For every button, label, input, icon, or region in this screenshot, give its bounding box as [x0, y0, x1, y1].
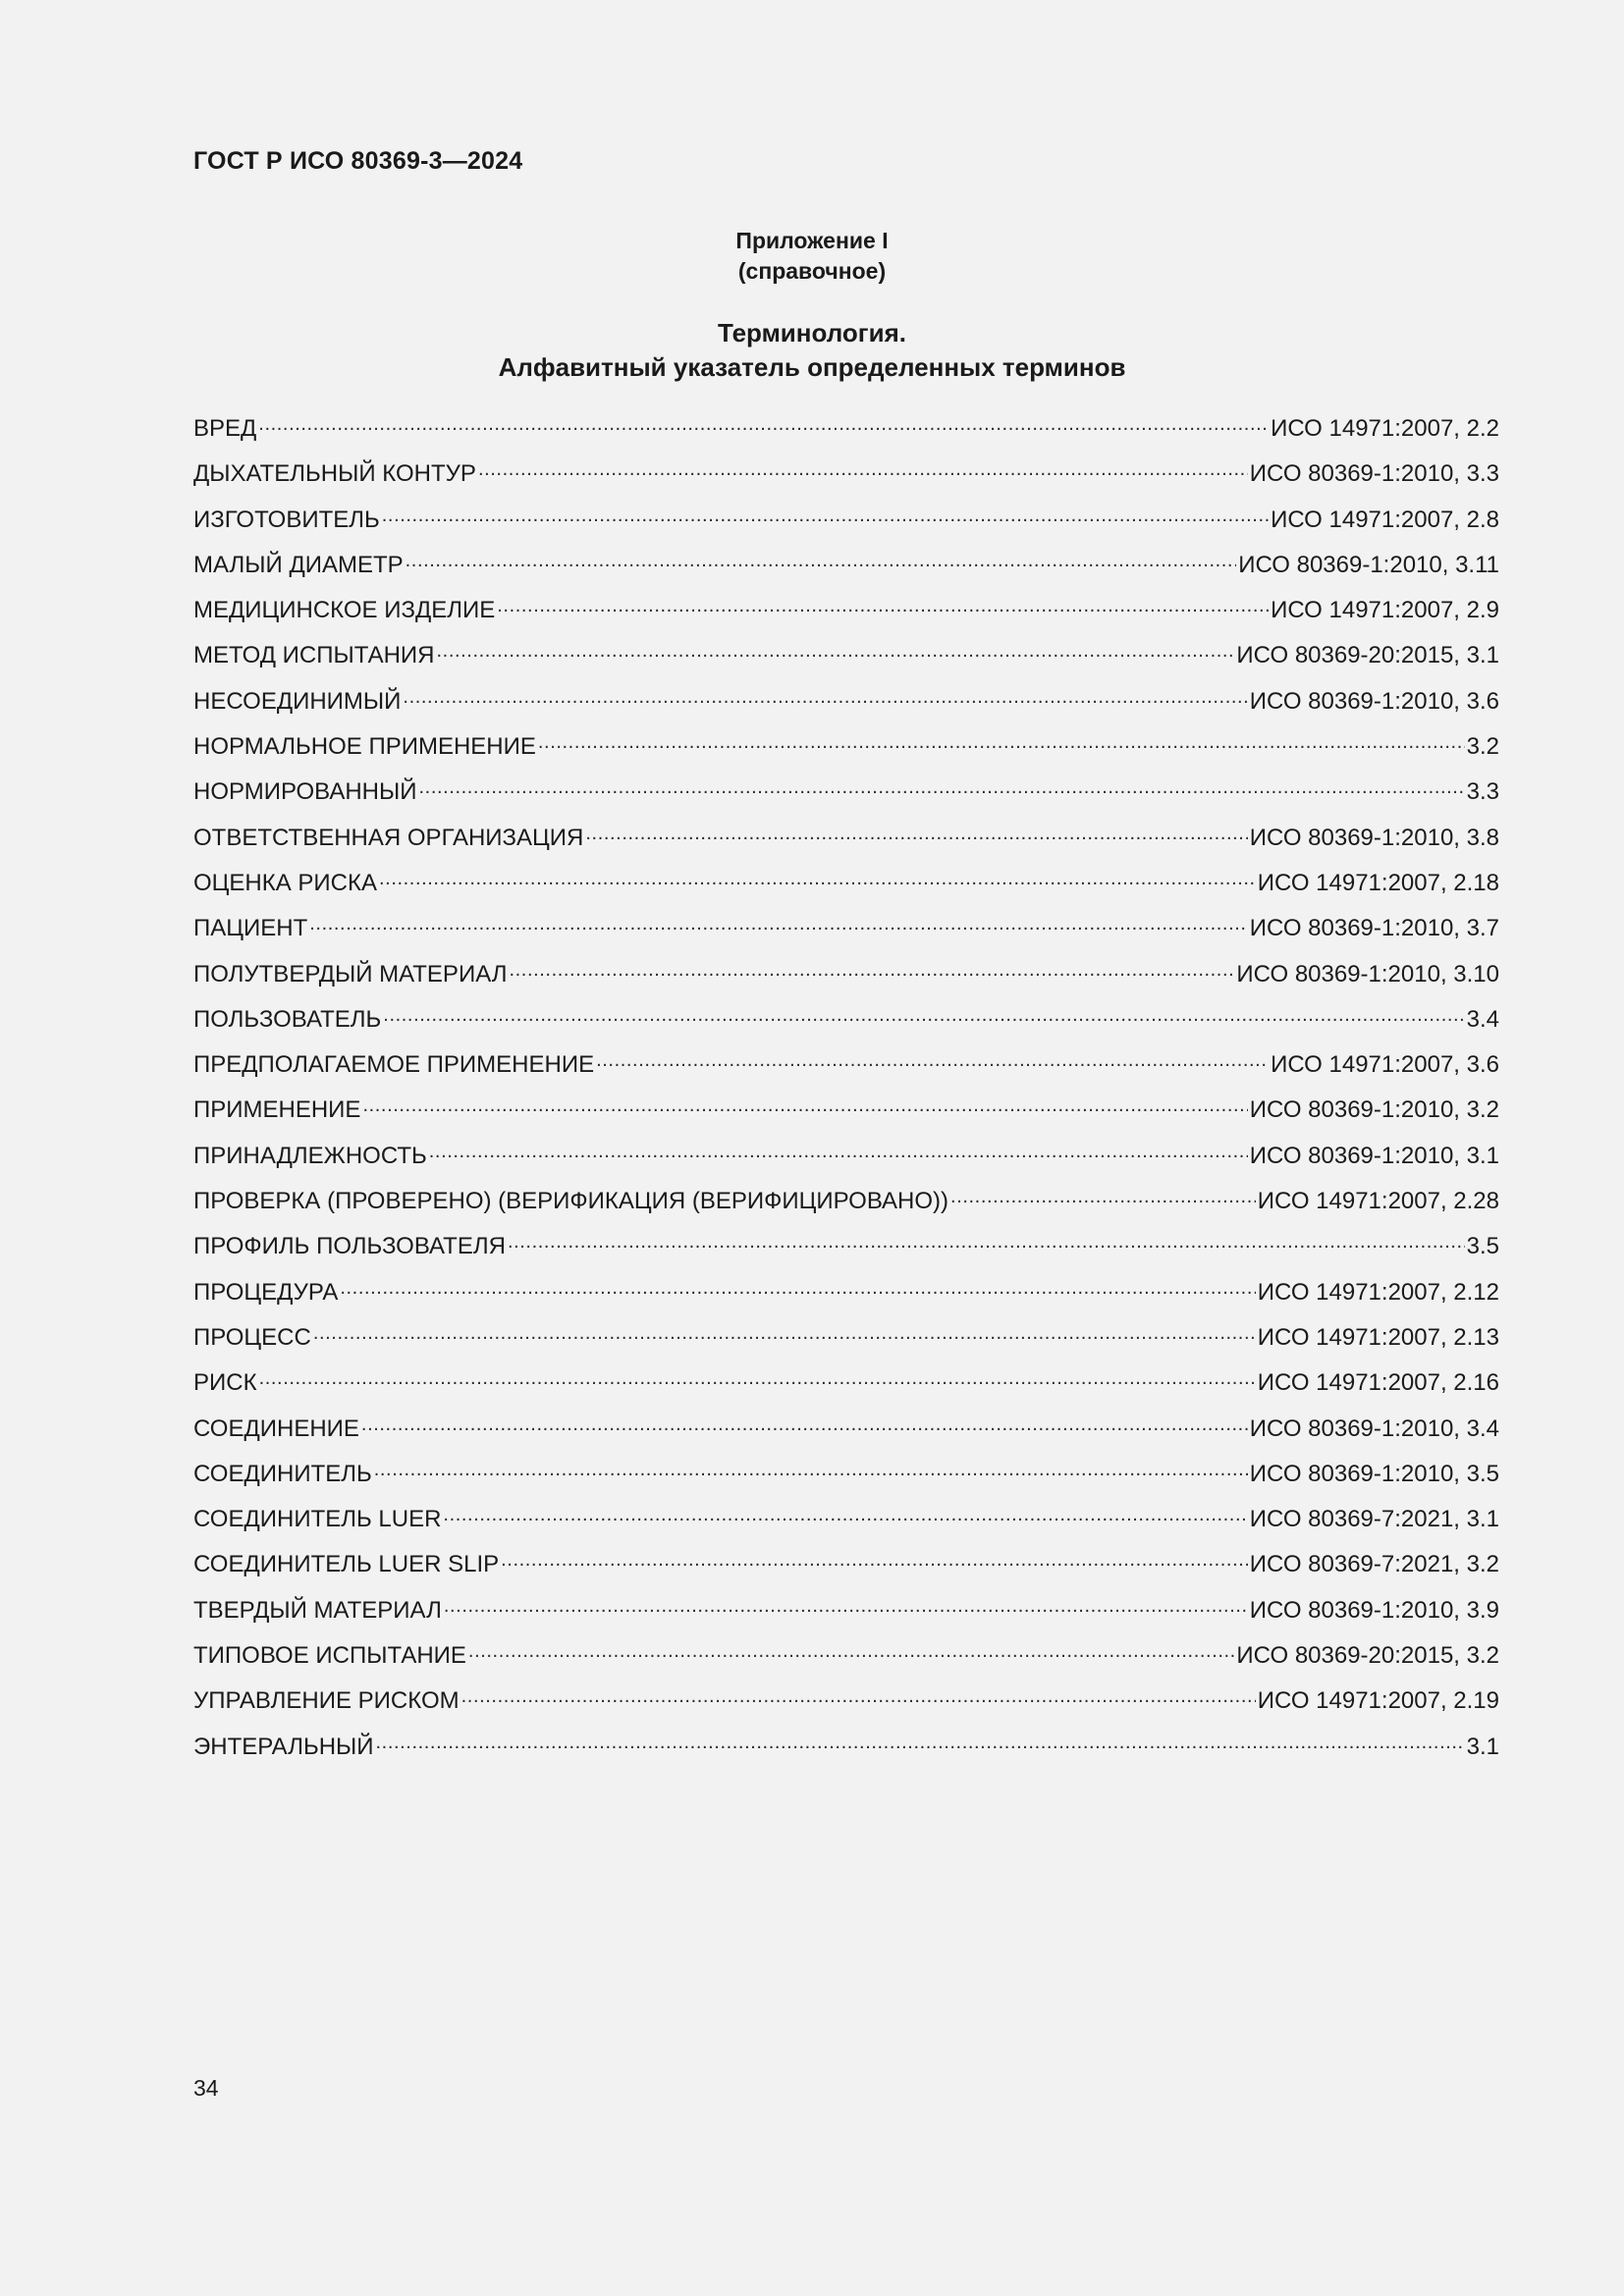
index-term: ПРОВЕРКА (ПРОВЕРЕНО) (ВЕРИФИКАЦИЯ (ВЕРИФИЦИРОВАНО)) — [193, 1188, 949, 1215]
index-entry — [193, 504, 1499, 549]
index-entry — [193, 1366, 1499, 1412]
index-entry — [193, 457, 1499, 503]
index-reference: ИСО 80369-1:2010, 3.7 — [1249, 915, 1499, 942]
index-entry — [193, 1684, 1499, 1730]
dot-leader — [258, 412, 1269, 436]
index-reference: ИСО 80369-20:2015, 3.1 — [1236, 642, 1499, 669]
dot-leader — [362, 1094, 1247, 1117]
dot-leader — [382, 504, 1269, 527]
section-title-line-2: Алфавитный указатель определенных терминов — [498, 352, 1126, 382]
dot-leader — [468, 1639, 1235, 1663]
index-entry — [193, 1094, 1499, 1139]
index-reference: ИСО 14971:2007, 2.16 — [1257, 1369, 1499, 1397]
index-entry — [193, 730, 1499, 775]
dot-leader — [379, 867, 1256, 890]
index-reference: ИСО 14971:2007, 2.2 — [1271, 415, 1499, 442]
index-reference: ИСО 14971:2007, 3.6 — [1271, 1051, 1499, 1079]
index-reference: ИСО 80369-7:2021, 3.1 — [1249, 1506, 1499, 1533]
dot-leader — [443, 1503, 1247, 1526]
document-header: ГОСТ Р ИСО 80369-3—2024 — [193, 147, 523, 175]
index-reference: ИСО 14971:2007, 2.9 — [1271, 597, 1499, 624]
index-term: ТИПОВОЕ ИСПЫТАНИЕ — [193, 1642, 466, 1670]
appendix-heading — [0, 226, 1624, 287]
index-reference: ИСО 14971:2007, 2.19 — [1257, 1687, 1499, 1715]
index-term: ПРИМЕНЕНИЕ — [193, 1096, 361, 1124]
dot-leader — [509, 958, 1234, 982]
section-title — [0, 316, 1624, 385]
index-reference: 3.5 — [1466, 1233, 1499, 1260]
dot-leader — [461, 1684, 1256, 1708]
index-reference: ИСО 80369-1:2010, 3.9 — [1249, 1596, 1499, 1624]
index-reference: ИСО 14971:2007, 2.12 — [1257, 1278, 1499, 1306]
index-entry — [193, 1413, 1499, 1458]
index-term: ПОЛЬЗОВАТЕЛЬ — [193, 1005, 382, 1033]
dot-leader — [374, 1458, 1248, 1481]
index-term: МАЛЫЙ ДИАМЕТР — [193, 551, 404, 578]
appendix-note: (справочное) — [737, 258, 887, 284]
index-reference: ИСО 80369-1:2010, 3.10 — [1236, 960, 1499, 988]
dot-leader — [950, 1185, 1256, 1208]
index-entry — [193, 412, 1499, 457]
index-reference: ИСО 14971:2007, 2.13 — [1257, 1323, 1499, 1351]
index-entry — [193, 822, 1499, 867]
index-term: РИСК — [193, 1369, 257, 1397]
index-term: ПРОЦЕСС — [193, 1323, 311, 1351]
index-term: ТВЕРДЫЙ МАТЕРИАЛ — [193, 1596, 442, 1624]
index-entry — [193, 685, 1499, 730]
dot-leader — [383, 1003, 1464, 1027]
index-entry — [193, 1594, 1499, 1639]
dot-leader — [419, 775, 1465, 799]
index-entry — [193, 639, 1499, 684]
index-reference: 3.1 — [1466, 1733, 1499, 1760]
index-term: СОЕДИНИТЕЛЬ LUER — [193, 1506, 442, 1533]
index-entry — [193, 1276, 1499, 1321]
index-term: ПРОЦЕДУРА — [193, 1278, 339, 1306]
index-term: СОЕДИНЕНИЕ — [193, 1415, 359, 1442]
section-title-line-1: Терминология. — [717, 318, 906, 347]
index-entry — [193, 1003, 1499, 1048]
index-entry — [193, 775, 1499, 821]
index-term: ПАЦИЕНТ — [193, 915, 308, 942]
dot-leader — [406, 549, 1237, 572]
index-term: НОРМИРОВАННЫЙ — [193, 778, 417, 806]
index-term: НЕСОЕДИНИМЫЙ — [193, 687, 402, 715]
index-term: НОРМАЛЬНОЕ ПРИМЕНЕНИЕ — [193, 733, 536, 761]
dot-leader — [497, 594, 1269, 617]
dot-leader — [376, 1731, 1465, 1754]
index-term: ПРОФИЛЬ ПОЛЬЗОВАТЕЛЯ — [193, 1233, 506, 1260]
index-entry — [193, 1321, 1499, 1366]
index-reference: 3.2 — [1466, 733, 1499, 761]
dot-leader — [508, 1230, 1465, 1254]
index-reference: ИСО 80369-1:2010, 3.6 — [1249, 687, 1499, 715]
index-term: МЕДИЦИНСКОЕ ИЗДЕЛИЕ — [193, 597, 496, 624]
dot-leader — [361, 1413, 1248, 1436]
index-entry — [193, 867, 1499, 912]
appendix-label: Приложение I — [735, 228, 889, 253]
index-reference: ИСО 80369-20:2015, 3.2 — [1236, 1642, 1499, 1670]
index-entry — [193, 1230, 1499, 1275]
index-reference: ИСО 80369-1:2010, 3.1 — [1249, 1142, 1499, 1169]
index-reference: ИСО 80369-1:2010, 3.4 — [1249, 1415, 1499, 1442]
index-reference: ИСО 80369-1:2010, 3.11 — [1238, 551, 1499, 578]
index-entry — [193, 912, 1499, 957]
index-term: ИЗГОТОВИТЕЛЬ — [193, 506, 380, 533]
index-entry — [193, 1639, 1499, 1684]
index-term: ПРИНАДЛЕЖНОСТЬ — [193, 1142, 427, 1169]
dot-leader — [538, 730, 1465, 754]
index-entry — [193, 1503, 1499, 1548]
index-term: СОЕДИНИТЕЛЬ — [193, 1460, 372, 1487]
index-term: ЭНТЕРАЛЬНЫЙ — [193, 1733, 374, 1760]
dot-leader — [585, 822, 1247, 845]
index-term: ПОЛУТВЕРДЫЙ МАТЕРИАЛ — [193, 960, 508, 988]
index-reference: ИСО 80369-1:2010, 3.8 — [1249, 824, 1499, 851]
index-reference: 3.3 — [1466, 778, 1499, 806]
dot-leader — [437, 639, 1235, 663]
dot-leader — [478, 457, 1248, 481]
index-entry — [193, 1731, 1499, 1776]
dot-leader — [429, 1140, 1248, 1163]
index-entry — [193, 1458, 1499, 1503]
index-reference: ИСО 80369-1:2010, 3.2 — [1249, 1096, 1499, 1124]
index-term: ОЦЕНКА РИСКА — [193, 869, 377, 896]
page-number: 34 — [193, 2075, 219, 2101]
index-entry — [193, 1548, 1499, 1593]
index-entry — [193, 549, 1499, 594]
dot-leader — [444, 1594, 1248, 1618]
index-term: ПРЕДПОЛАГАЕМОЕ ПРИМЕНЕНИЕ — [193, 1051, 595, 1079]
dot-leader — [340, 1276, 1255, 1300]
index-entry — [193, 1140, 1499, 1185]
dot-leader — [501, 1548, 1248, 1572]
dot-leader — [596, 1048, 1269, 1072]
index-reference: ИСО 80369-1:2010, 3.3 — [1249, 460, 1499, 488]
dot-leader — [259, 1366, 1256, 1390]
index-reference: ИСО 14971:2007, 2.18 — [1257, 869, 1499, 896]
index-term: ОТВЕТСТВЕННАЯ ОРГАНИЗАЦИЯ — [193, 824, 584, 851]
index-term: ДЫХАТЕЛЬНЫЙ КОНТУР — [193, 460, 476, 488]
index-reference: ИСО 80369-7:2021, 3.2 — [1249, 1551, 1499, 1578]
index-term: СОЕДИНИТЕЛЬ LUER SLIP — [193, 1551, 500, 1578]
index-reference: 3.4 — [1466, 1005, 1499, 1033]
index-entry — [193, 958, 1499, 1003]
index-entry — [193, 594, 1499, 639]
index-entry — [193, 1048, 1499, 1094]
index-reference: ИСО 14971:2007, 2.28 — [1257, 1188, 1499, 1215]
index-term: УПРАВЛЕНИЕ РИСКОМ — [193, 1687, 460, 1715]
index-reference: ИСО 14971:2007, 2.8 — [1271, 506, 1499, 533]
index-entry — [193, 1185, 1499, 1230]
dot-leader — [403, 685, 1247, 709]
dot-leader — [309, 912, 1248, 935]
term-index-list — [193, 412, 1499, 1776]
dot-leader — [313, 1321, 1256, 1345]
index-term: ВРЕД — [193, 415, 257, 442]
index-reference: ИСО 80369-1:2010, 3.5 — [1249, 1460, 1499, 1487]
index-term: МЕТОД ИСПЫТАНИЯ — [193, 642, 435, 669]
